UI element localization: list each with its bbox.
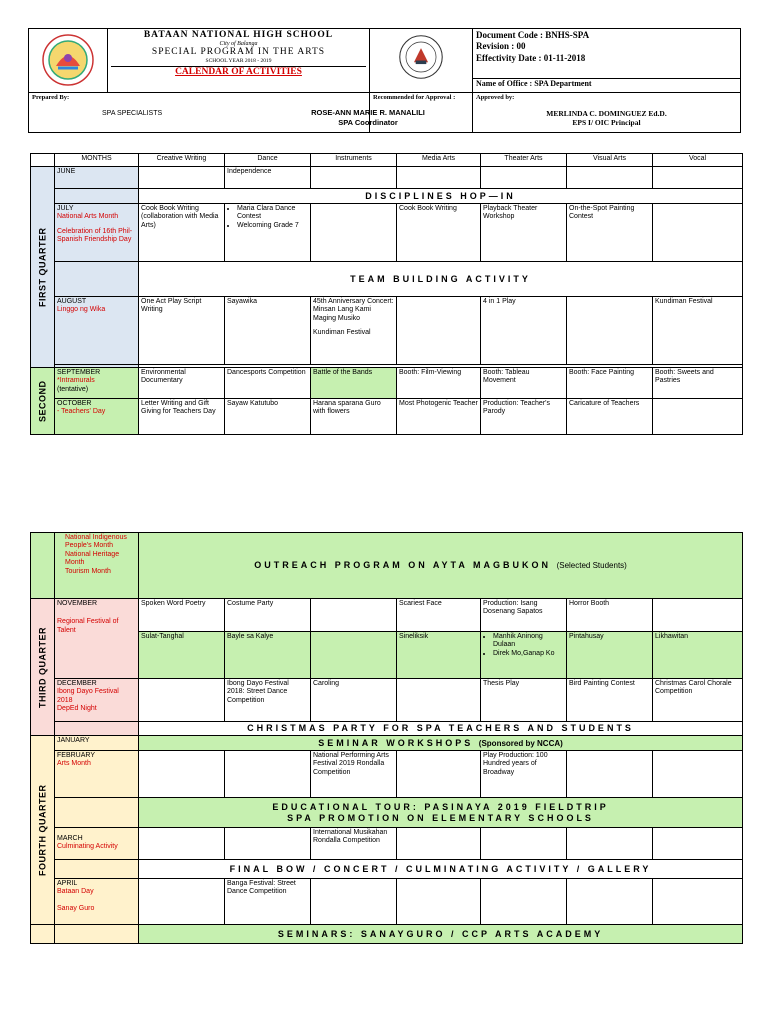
seal-cell <box>370 29 473 93</box>
cell-sep-instruments: Battle of the Bands <box>311 368 397 399</box>
prepared-label: Prepared By: <box>32 94 70 101</box>
month-july: JULY National Arts Month Celebration of 16th Phil-Spanish Friendship Day <box>55 204 139 262</box>
table-row <box>31 751 743 798</box>
program-name: SPECIAL PROGRAM IN THE ARTS <box>151 47 326 58</box>
month-december: DECEMBER Ibong Dayo Festival 2018 DepEd Night <box>55 679 139 722</box>
july-note-2: Celebration of 16th Phil-Spanish Friendship Day <box>57 227 133 244</box>
table-row <box>31 262 743 297</box>
month-november: NOVEMBER Regional Festival of Talent <box>55 599 139 679</box>
cell-july-theater: Playback Theater Workshop <box>481 204 567 262</box>
outreach-banner: OUTREACH PROGRAM ON AYTA MAGBUKON (Selected Students) <box>139 533 743 599</box>
document-header <box>28 28 741 133</box>
col-vocal: Vocal <box>653 154 743 167</box>
cell-rf-dance: Bayle sa Kalye <box>225 632 311 679</box>
tour-banner: EDUCATIONAL TOUR: PASINAYA 2019 FIELDTRIP SPA PROMOTION ON ELEMENTARY SCHOOLS <box>139 798 743 828</box>
cell-oct-instruments: Harana sparana Guro with flowers <box>311 399 397 435</box>
cell-rf-creative: Sulat-Tanghal <box>139 632 225 679</box>
col-theater-arts: Theater Arts <box>481 154 567 167</box>
table-row <box>31 722 743 736</box>
cell-mar-instruments: International Musikahan Rondalla Competition <box>311 828 397 860</box>
cell-apr-dance: Banga Festival: Street Dance Competition <box>225 879 311 925</box>
cell-oct-visual: Caricature of Teachers <box>567 399 653 435</box>
column-header-row <box>31 154 743 167</box>
cell-sep-vocal: Booth: Sweets and Pastries <box>653 368 743 399</box>
month-october: OCTOBER - Teachers' Day <box>55 399 139 435</box>
cell-feb-theater: Play Production: 100 Hundred years of Broadway <box>481 751 567 798</box>
month-february: FEBRUARY Arts Month <box>55 751 139 798</box>
recommended-label: Recommended for Approval : <box>373 94 456 101</box>
christmas-banner: CHRISTMAS PARTY FOR SPA TEACHERS AND STUDENTS <box>139 722 743 736</box>
approved-role: EPS I/ OIC Principal <box>572 117 641 127</box>
cell-nov-media: Scariest Face <box>397 599 481 632</box>
cell-rf-theater: • Manhik Aninong Dulaan • Direk Mo,Ganap Ko <box>481 632 567 679</box>
table-row <box>31 828 743 860</box>
final-bow-banner: FINAL BOW / CONCERT / CULMINATING ACTIVITY / GALLERY <box>139 860 743 879</box>
cell-aug-vocal: Kundiman Festival <box>653 297 743 365</box>
cell-dec-dance: Ibong Dayo Festival 2018: Street Dance Competition <box>225 679 311 722</box>
table-row <box>31 189 743 204</box>
second-quarter-label: SECOND <box>31 368 55 435</box>
table-row <box>31 204 743 262</box>
approved-name: MERLINDA C. DOMINGUEZ Ed.D. <box>546 109 667 119</box>
table-row <box>31 368 743 399</box>
spa-logo-icon <box>42 34 94 86</box>
cell-dec-instruments: Caroling <box>311 679 397 722</box>
cell-aug-dance: Sayawika <box>225 297 311 365</box>
table-row <box>31 679 743 722</box>
table-row <box>31 533 743 599</box>
august-note: Linggo ng Wika <box>57 306 106 314</box>
calendar-title: CALENDAR OF ACTIVITIES <box>111 66 366 78</box>
col-visual-arts: Visual Arts <box>567 154 653 167</box>
cell-july-creative: Cook Book Writing (collaboration with Media Arts) <box>139 204 225 262</box>
cell-july-dance: • Maria Clara Dance Contest • Welcoming Grade 7 <box>225 204 311 262</box>
approved-label: Approved by: <box>476 94 515 101</box>
month-april: APRIL Bataan Day Sanay Guro <box>55 879 139 925</box>
table-row <box>31 167 743 189</box>
col-creative-writing: Creative Writing <box>139 154 225 167</box>
cell-nov-creative: Spoken Word Poetry <box>139 599 225 632</box>
cell-dec-visual: Bird Painting Contest <box>567 679 653 722</box>
cell-nov-theater: Production: Isang Dosenang Sapatos <box>481 599 567 632</box>
city-name: City of Balanga <box>219 40 258 47</box>
fourth-quarter-label: FOURTH QUARTER <box>31 736 55 925</box>
effectivity-date: Effectivity Date : 01-11-2018 <box>476 52 586 63</box>
cell-sep-dance: Dancesports Competition <box>225 368 311 399</box>
col-dance: Dance <box>225 154 311 167</box>
table-row <box>31 599 743 632</box>
table-row <box>31 798 743 828</box>
cell-oct-media: Most Photogenic Teacher <box>397 399 481 435</box>
table-row <box>31 736 743 751</box>
recommended-role: SPA Coordinator <box>338 118 398 127</box>
col-media-arts: Media Arts <box>397 154 481 167</box>
calendar-table-1 <box>30 153 743 435</box>
month-august: AUGUST Linggo ng Wika <box>55 297 139 365</box>
cell-nov-dance: Costume Party <box>225 599 311 632</box>
cell-june-dance: Independence <box>225 167 311 189</box>
approved-cell <box>473 93 741 133</box>
month-march: MARCH Culminating Activity <box>55 828 139 860</box>
cell-oct-creative: Letter Writing and Gift Giving for Teachers Day <box>139 399 225 435</box>
corner-cell <box>31 154 55 167</box>
october-notes: National Indigenous People's Month National Heritage Month Tourism Month <box>55 533 139 599</box>
cell-rf-media: Sineliksik <box>397 632 481 679</box>
table-row <box>31 860 743 879</box>
cell-sep-creative: Environmental Documentary <box>139 368 225 399</box>
cell-dec-vocal: Christmas Carol Chorale Competition <box>653 679 743 722</box>
third-quarter-label: THIRD QUARTER <box>31 599 55 736</box>
cell-july-media: Cook Book Writing <box>397 204 481 262</box>
july-note: National Arts Month <box>57 213 119 221</box>
cell-rf-visual: Pintahusay <box>567 632 653 679</box>
logo-cell <box>29 29 108 93</box>
cell-oct-dance: Sayaw Katutubo <box>225 399 311 435</box>
table-row <box>31 925 743 944</box>
school-title-cell <box>108 29 370 93</box>
cell-nov-visual: Horror Booth <box>567 599 653 632</box>
office-name: Name of Office : SPA Department <box>473 79 741 93</box>
cell-sep-media: Booth: Film-Viewing <box>397 368 481 399</box>
school-seal-icon <box>398 34 444 80</box>
school-year: SCHOOL YEAR 2018 - 2019 <box>205 57 272 64</box>
school-name: BATAAN NATIONAL HIGH SCHOOL <box>143 30 334 40</box>
cell-rf-vocal: Likhawitan <box>653 632 743 679</box>
table-row <box>31 297 743 365</box>
cell-feb-instruments: National Performing Arts Festival 2019 Rondalla Competition <box>311 751 397 798</box>
sanayguro-banner: SEMINARS: SANAYGURO / CCP ARTS ACADEMY <box>139 925 743 944</box>
cell-aug-theater: 4 in 1 Play <box>481 297 567 365</box>
cell-sep-theater: Booth: Tableau Movement <box>481 368 567 399</box>
month-january: JANUARY <box>55 736 139 751</box>
document-info-cell <box>473 29 741 79</box>
team-building-banner: TEAM BUILDING ACTIVITY <box>139 262 743 297</box>
cell-oct-theater: Production: Teacher's Parody <box>481 399 567 435</box>
first-quarter-label: FIRST QUARTER <box>31 167 55 368</box>
cell-july-visual: On-the-Spot Painting Contest <box>567 204 653 262</box>
disciplines-banner: DISCIPLINES HOP—IN <box>139 189 743 204</box>
calendar-table-2 <box>30 532 743 944</box>
table-row <box>31 879 743 925</box>
seminar-banner: SEMINAR WORKSHOPS (Sponsored by NCCA) <box>139 736 743 751</box>
cell-dec-theater: Thesis Play <box>481 679 567 722</box>
document-code: Document Code : BNHS-SPA <box>476 30 590 40</box>
cell-sep-visual: Booth: Face Painting <box>567 368 653 399</box>
cell-aug-instruments: 45th Anniversary Concert: Minsan Lang Kami Maging Musiko Kundiman Festival <box>311 297 397 365</box>
month-june: JUNE <box>55 167 139 189</box>
col-months: MONTHS <box>55 154 139 167</box>
cell-aug-creative: One Act Play Script Writing <box>139 297 225 365</box>
revision: Revision : 00 <box>476 41 526 52</box>
table-row <box>31 399 743 435</box>
recommended-name: ROSE-ANN MARIE R. MANALILI <box>311 108 425 117</box>
prepared-name: SPA SPECIALISTS <box>102 110 163 118</box>
col-instruments: Instruments <box>311 154 397 167</box>
month-september: SEPTEMBER *Intramurals (tentative) <box>55 368 139 399</box>
